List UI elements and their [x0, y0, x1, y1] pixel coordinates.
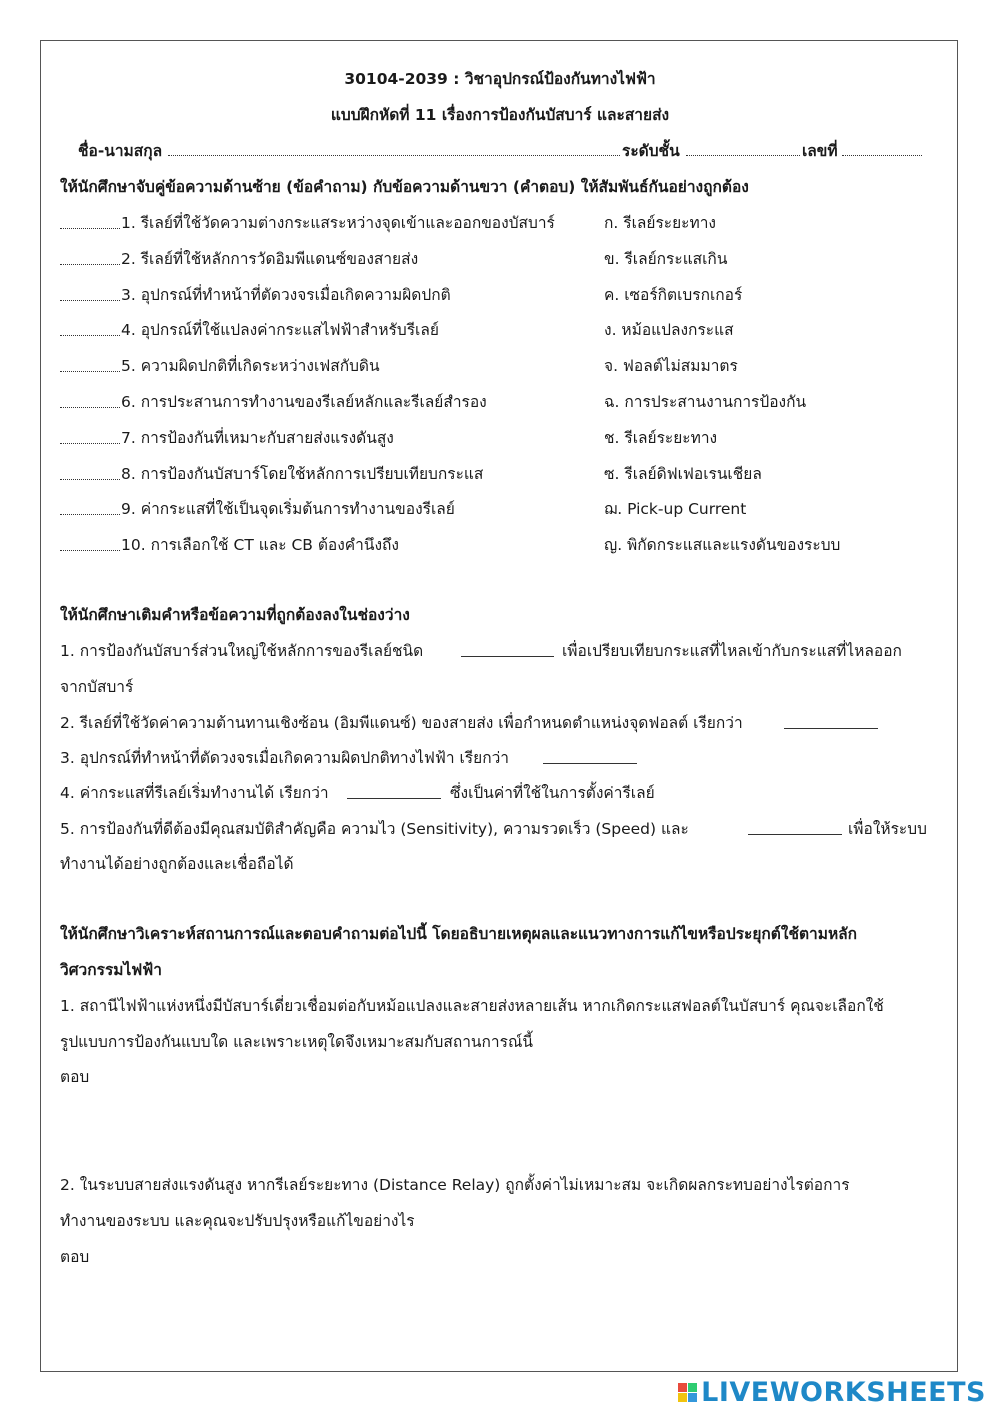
fill-question-4-continued: ซึ่งเป็นค่าที่ใช้ในการตั้งค่ารีเลย์ — [450, 784, 655, 802]
name-field[interactable] — [168, 143, 620, 156]
match-answer-blank[interactable] — [60, 395, 120, 408]
match-answer-option: ญ. พิกัดกระแสและแรงดันของระบบ — [604, 536, 841, 554]
fill-question-1-end: จากบัสบาร์ — [60, 678, 134, 696]
match-answer-option: จ. ฟอลต์ไม่สมมาตร — [604, 357, 738, 375]
name-label: ชื่อ-นามสกุล — [78, 142, 163, 160]
fill-question-2: 2. รีเลย์ที่ใช้วัดค่าความต้านทานเชิงซ้อน (อิมพีแดนซ์) ของสายส่ง เพื่อกำหนดตำแหน่งจุดฟอลต์ เรียกว่า — [60, 714, 743, 732]
fill-blank-3[interactable] — [543, 763, 637, 764]
number-field[interactable] — [842, 143, 922, 156]
match-answer-option: ฉ. การประสานงานการป้องกัน — [604, 393, 807, 411]
match-answer-option: ซ. รีเลย์ดิฟเฟอเรนเชียล — [604, 465, 762, 483]
match-question: 3. อุปกรณ์ที่ทำหน้าที่ตัดวงจรเมื่อเกิดความผิดปกติ — [121, 286, 451, 304]
logo-text: LIVEWORKSHEETS — [701, 1377, 986, 1408]
matching-instruction: ให้นักศึกษาจับคู่ข้อความด้านซ้าย (ข้อคำถาม) กับข้อความด้านขวา (คำตอบ) ให้สัมพันธ์กันอย่างถูกต้อง — [60, 178, 749, 196]
analysis-question-1: 1. สถานีไฟฟ้าแห่งหนึ่งมีบัสบาร์เดี่ยวเชื่อมต่อกับหม้อแปลงและสายส่งหลายเส้น หากเกิดกระแสฟอลต์ในบัสบาร์ คุณจะเลือกใช้ — [60, 997, 884, 1015]
match-question: 6. การประสานการทำงานของรีเลย์หลักและรีเลย์สำรอง — [121, 393, 487, 411]
answer-label-2: ตอบ — [60, 1248, 90, 1266]
worksheet-subtitle: แบบฝึกหัดที่ 11 เรื่องการป้องกันบัสบาร์ และสายส่ง — [330, 106, 670, 124]
liveworksheets-logo[interactable] — [678, 1377, 986, 1408]
fill-question-3: 3. อุปกรณ์ที่ทำหน้าที่ตัดวงจรเมื่อเกิดความผิดปกติทางไฟฟ้า เรียกว่า — [60, 749, 510, 767]
analysis-question-2: 2. ในระบบสายส่งแรงดันสูง หากรีเลย์ระยะทาง (Distance Relay) ถูกตั้งค่าไม่เหมาะสม จะเกิดผลกระทบอย่างไรต่อการ — [60, 1176, 850, 1194]
fill-question-1-continued: เพื่อเปรียบเทียบกระแสที่ไหลเข้ากับกระแสที่ไหลออก — [562, 642, 902, 660]
analysis-question-1-end: รูปแบบการป้องกันแบบใด และเพราะเหตุใดจึงเหมาะสมกับสถานการณ์นี้ — [60, 1033, 533, 1051]
match-answer-blank[interactable] — [60, 288, 120, 301]
match-answer-blank[interactable] — [60, 323, 120, 336]
analysis-instruction-end: วิศวกรรมไฟฟ้า — [60, 961, 162, 979]
match-question: 1. รีเลย์ที่ใช้วัดความต่างกระแสระหว่างจุดเข้าและออกของบัสบาร์ — [121, 214, 555, 232]
match-answer-blank[interactable] — [60, 359, 120, 372]
analysis-question-2-end: ทำงานของระบบ และคุณจะปรับปรุงหรือแก้ไขอย่างไร — [60, 1212, 415, 1230]
fill-blank-5[interactable] — [748, 834, 842, 835]
fill-question-1: 1. การป้องกันบัสบาร์ส่วนใหญ่ใช้หลักการของรีเลย์ชนิด — [60, 642, 424, 660]
match-answer-blank[interactable] — [60, 216, 120, 229]
match-question: 10. การเลือกใช้ CT และ CB ต้องคำนึงถึง — [121, 536, 399, 554]
worksheet-title: 30104-2039 : วิชาอุปกรณ์ป้องกันทางไฟฟ้า — [344, 70, 656, 88]
fill-blank-instruction: ให้นักศึกษาเติมคำหรือข้อความที่ถูกต้องลงในช่องว่าง — [60, 606, 410, 624]
fill-question-4: 4. ค่ากระแสที่รีเลย์เริ่มทำงานได้ เรียกว่า — [60, 784, 329, 802]
match-question: 7. การป้องกันที่เหมาะกับสายส่งแรงดันสูง — [121, 429, 394, 447]
match-answer-option: ค. เซอร์กิตเบรกเกอร์ — [604, 286, 743, 304]
match-question: 5. ความผิดปกติที่เกิดระหว่างเฟสกับดิน — [121, 357, 380, 375]
match-answer-blank[interactable] — [60, 538, 120, 551]
match-question: 2. รีเลย์ที่ใช้หลักการวัดอิมพีแดนซ์ของสายส่ง — [121, 250, 419, 268]
fill-question-5-continued: เพื่อให้ระบบ — [848, 820, 927, 838]
match-answer-blank[interactable] — [60, 431, 120, 444]
match-answer-option: ข. รีเลย์กระแสเกิน — [604, 250, 728, 268]
answer-label-1: ตอบ — [60, 1068, 90, 1086]
fill-question-5-end: ทำงานได้อย่างถูกต้องและเชื่อถือได้ — [60, 855, 294, 873]
analysis-instruction: ให้นักศึกษาวิเคราะห์สถานการณ์และตอบคำถามต่อไปนี้ โดยอธิบายเหตุผลและแนวทางการแก้ไขหรือประยุกต์ใช้ตามหลัก — [60, 925, 858, 943]
answer-area-2[interactable] — [100, 1244, 940, 1344]
match-answer-option: ก. รีเลย์ระยะทาง — [604, 214, 716, 232]
logo-blocks-icon — [678, 1383, 697, 1402]
match-question: 4. อุปกรณ์ที่ใช้แปลงค่ากระแสไฟฟ้าสำหรับรีเลย์ — [121, 321, 439, 339]
match-question: 9. ค่ากระแสที่ใช้เป็นจุดเริ่มต้นการทำงานของรีเลย์ — [121, 500, 455, 518]
answer-area-1[interactable] — [100, 1064, 940, 1154]
match-answer-option: ช. รีเลย์ระยะทาง — [604, 429, 718, 447]
fill-question-5: 5. การป้องกันที่ดีต้องมีคุณสมบัติสำคัญคือ ความไว (Sensitivity), ความรวดเร็ว (Speed) และ — [60, 820, 689, 838]
fill-blank-2[interactable] — [784, 728, 878, 729]
match-answer-option: ง. หม้อแปลงกระแส — [604, 321, 734, 339]
number-label: เลขที่ — [802, 142, 838, 160]
fill-blank-1[interactable] — [461, 656, 554, 657]
match-answer-blank[interactable] — [60, 467, 120, 480]
class-field[interactable] — [686, 143, 800, 156]
match-answer-blank[interactable] — [60, 502, 120, 515]
class-label: ระดับชั้น — [622, 142, 680, 160]
match-question: 8. การป้องกันบัสบาร์โดยใช้หลักการเปรียบเทียบกระแส — [121, 465, 484, 483]
match-answer-option: ฌ. Pick-up Current — [604, 500, 747, 518]
match-answer-blank[interactable] — [60, 252, 120, 265]
fill-blank-4[interactable] — [347, 798, 441, 799]
